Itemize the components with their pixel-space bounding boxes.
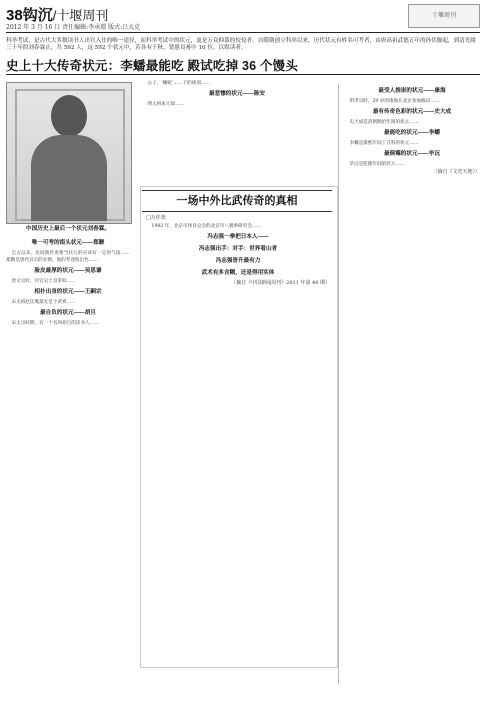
section-title: 脸皮最厚的状元——吴思谦 <box>34 268 102 274</box>
headline-divider <box>6 74 480 75</box>
section-body: 李蟠是康熙年间丁丑科的状元…… <box>349 141 419 146</box>
mid-subhead: 最悲惨的状元——陈安 <box>209 91 265 97</box>
mid-top-column <box>142 80 332 150</box>
box-title: 一场中外比武传奇的真相 <box>142 190 332 212</box>
box-subhead: 武术有多含糊，还是得用实体 <box>201 270 275 276</box>
box-body <box>146 214 330 662</box>
box-subhead: 冯志强出手：对手：世界看山者 <box>198 246 278 252</box>
photo-caption: 中国历史上最后一个状元刘春霖。 <box>26 226 110 232</box>
section-title: 最能吃的状元——李蟠 <box>384 130 440 136</box>
section-title: 相扑出身的状元——王嗣宗 <box>34 289 102 295</box>
page-header <box>6 4 480 30</box>
box-subhead: 冯志强晋升最有力 <box>215 258 261 264</box>
section-body: 自古以来，民间就传说要当状元的应该有一定的气质……郑颢是唐代宣宗的女婿，他的考卷很出色…… <box>6 251 130 263</box>
portrait-photo <box>6 82 132 224</box>
right-source: （摘自《文史天地》） <box>432 169 480 175</box>
portrait-body <box>31 135 107 221</box>
box-subhead: 冯志强一拳把日本人—— <box>207 234 269 240</box>
mid-top-text: 公子，‘蟠蛇’……下的规划…… <box>147 81 211 86</box>
box-author: □万佳欢 <box>146 215 166 221</box>
date-line: 2012 年 3 月 16 日 责任编辑:李承璟 版式:吕大克 <box>6 24 141 31</box>
section-body: 明孝宗时，29 岁的康海在北京参加殿试…… <box>349 99 440 104</box>
box-source: （摘自《中国新闻周刊》2011 年第 40 期） <box>231 280 330 286</box>
left-column <box>6 236 130 696</box>
section-body: 毕沅是乾隆年间的状元…… <box>349 162 405 167</box>
page-number-text: 38 <box>6 7 23 24</box>
main-headline: 史上十大传奇状元：李蟠最能吃 殿试吃掉 36 个馒头 <box>6 59 299 73</box>
section-title: 最倒霉的状元——毕沅 <box>384 151 440 157</box>
section-body: 宋太宗时期，有一个名叫胡旦的读书人…… <box>11 321 99 326</box>
section-title: 最受人推崇的状元——康海 <box>378 88 446 94</box>
section-body: 唐文宗时，宫官吴士良掌权…… <box>11 279 76 284</box>
header-divider <box>6 32 480 33</box>
intro-paragraph: 科举考试，是古代大多数读书人出官入仕的唯一途径，而科举考试中的状元，更是万众仰慕的佼佼者。自隋朝创立科举以来，历代状元有姓名可考者，由唐高祖武德五年的孙伏伽起，到清光绪三十年的刘春霖止，共 592 人，这 592 个状元中，若各有千秋、贤愚良莠中 10 位，以娱读者。 <box>6 38 476 52</box>
section-title: 唯一可考的街头状元——郑颢 <box>31 240 105 246</box>
box-paragraph: 1982 年，北京市体育总会的北京市八极拳研究会…… <box>151 224 262 229</box>
section-body: 史大成是清朝顺治年间的状元…… <box>349 120 419 125</box>
section-name: 钩沉 <box>22 7 53 24</box>
page-number: 38钩沉/十堰周刊 <box>6 7 109 24</box>
section-title: 最有传奇色彩的状元——史大成 <box>372 109 452 115</box>
publication-logo: 十堰周刊 <box>408 4 480 28</box>
right-column <box>344 84 480 696</box>
portrait-head <box>51 95 87 137</box>
mid-subhead-text: 明太祖朱元璋…… <box>147 102 185 107</box>
section-title: 最自负的状元——胡旦 <box>40 310 96 316</box>
section-body: 宋太祖赵匡胤最先是个武将…… <box>11 300 76 305</box>
section-subname: 十堰周刊 <box>56 8 109 23</box>
